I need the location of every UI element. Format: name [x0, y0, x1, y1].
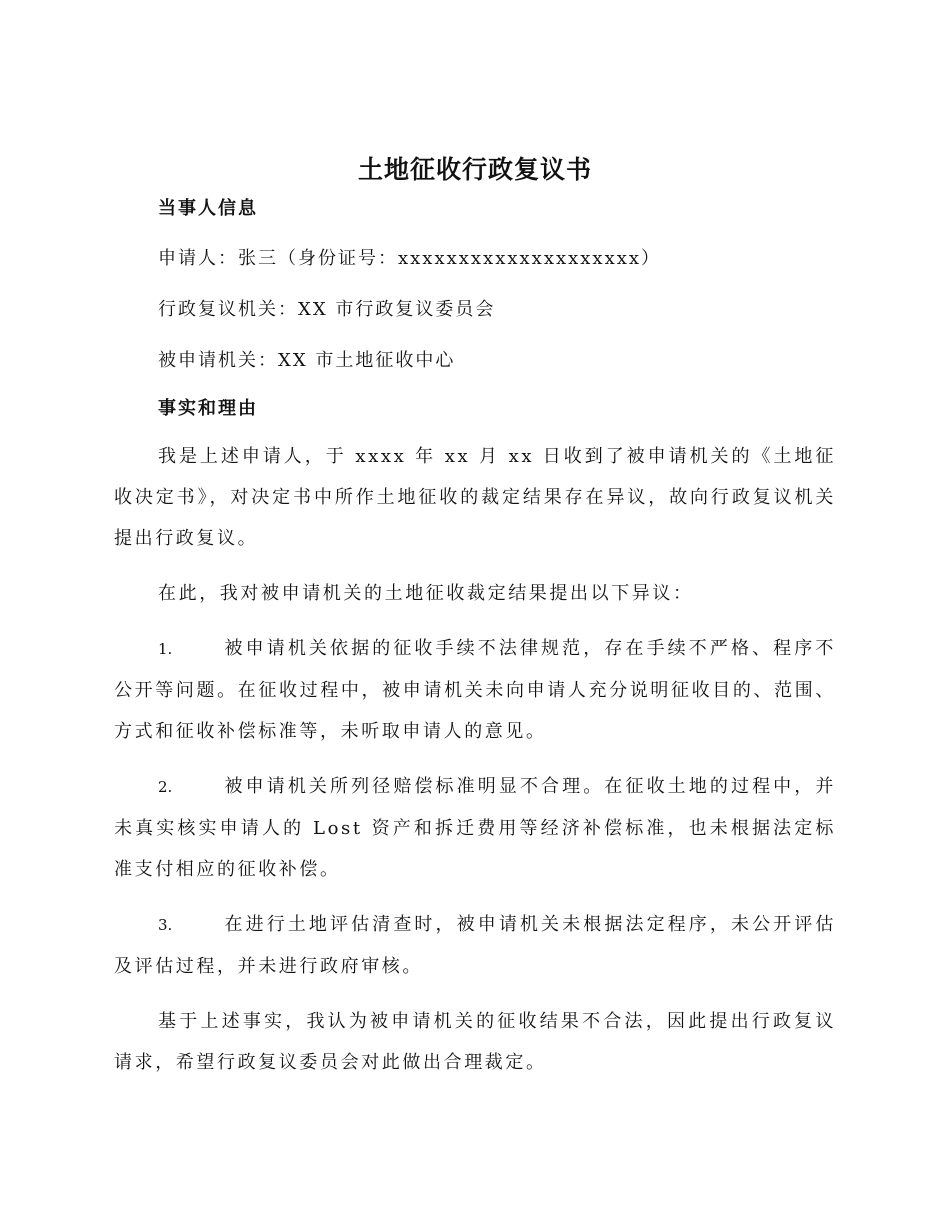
item-number: 3. — [158, 916, 173, 934]
document-title: 土地征收行政复议书 — [357, 155, 592, 184]
item-text: 在进行土地评估清查时，被申请机关未根据法定程序，未公开评估及评估过程，并未进行政府审核。 — [114, 914, 836, 977]
objection-item-1 — [114, 628, 836, 752]
item-text: 被申请机关依据的征收手续不法律规范，存在手续不严格、程序不公开等问题。在征收过程中，被申请机关未向申请人充分说明征收目的、范围、方式和征收补偿标准等，未听取申请人的意见。 — [114, 638, 836, 742]
objection-item-3 — [114, 904, 836, 987]
review-authority-line: 行政复议机关：XX 市行政复议委员会 — [158, 299, 496, 320]
item-number: 1. — [158, 640, 173, 658]
conclusion-paragraph: 基于上述事实，我认为被申请机关的征收结果不合法，因此提出行政复议请求，希望行政复议委员会对此做出合理裁定。 — [114, 1011, 836, 1073]
objection-intro-paragraph: 在此，我对被申请机关的土地征收裁定结果提出以下异议： — [158, 583, 694, 604]
section-heading-facts-reasons: 事实和理由 — [158, 398, 258, 419]
item-number: 2. — [158, 778, 173, 796]
document-page — [114, 150, 836, 1083]
item-text: 被申请机关所列径赔偿标准明显不合理。在征收土地的过程中，并未真实核实申请人的 Lost 资产和拆迁费用等经济补偿标准，也未根据法定标准支付相应的征收补偿。 — [114, 776, 836, 880]
section-heading-party-info: 当事人信息 — [158, 198, 258, 219]
respondent-line: 被申请机关：XX 市土地征收中心 — [158, 350, 456, 371]
intro-paragraph: 我是上述申请人，于 xxxx 年 xx 月 xx 日收到了被申请机关的《土地征收决定书》，对决定书中所作土地征收的裁定结果存在异议，故向行政复议机关提出行政复议。 — [114, 446, 836, 549]
applicant-line: 申请人：张三（身份证号：xxxxxxxxxxxxxxxxxxxx） — [158, 248, 662, 269]
objection-item-2 — [114, 766, 836, 890]
